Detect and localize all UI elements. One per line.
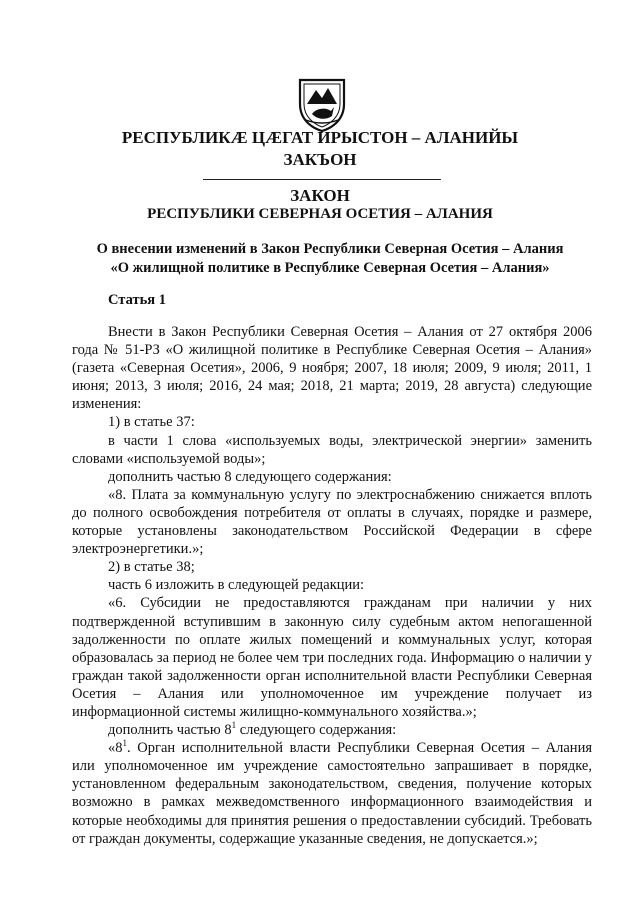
paragraph: дополнить частью 8 следующего содержания: (108, 468, 392, 485)
header-law-russian: ЗАКОН (290, 186, 350, 205)
coat-of-arms-icon (296, 74, 348, 132)
paragraph (72, 721, 592, 739)
paragraph: «8. Плата за коммунальную услугу по электроснабжению снижается вплоть до полного освобождения потребителя от оплаты в случаях, порядке и размере, которые установлены законодательством Российской Федерации в сфере электроэнергетики.»; (72, 486, 592, 558)
paragraph: в части 1 слова «используемых воды, электрической энергии» заменить словами «используемой воды»; (72, 432, 592, 467)
header-divider (203, 179, 441, 180)
article-title: Статья 1 (108, 292, 166, 308)
header-republic-ossetian: РЕСПУБЛИКÆ ЦÆГАТ ИРЫСТОН – АЛАНИЙЫ (121, 128, 519, 147)
article-body (72, 323, 592, 848)
paragraph: 2) в статье 38; (108, 559, 195, 576)
paragraph-text: «8 (108, 740, 123, 757)
law-subject-line: «О жилищной политике в Республике Северная Осетия – Алания» (110, 260, 550, 276)
paragraph (72, 739, 592, 848)
header-law-ossetian: ЗАКЪОН (283, 150, 357, 169)
paragraph: «6. Субсидии не предоставляются гражданам при наличии у них подтвержденной вступившим в законную силу судебным актом непогашенной задолженности по оплате жилых помещений и коммунальных услуг, которая образовалась за период не более чем три последних года. Информацию о наличии у граждан такой задолженности орган исполнительной власти Республики Северная Осетия – Алания или уполномоченное им учреждение получает из информационной системы жилищно-коммунального хозяйства.»; (72, 595, 592, 720)
superscript: 1 (122, 738, 127, 749)
paragraph-text: дополнить частью 8 (108, 722, 232, 739)
paragraph: 1) в статье 37: (108, 414, 195, 431)
paragraph-text: . Орган исполнительной власти Республики Северная Осетия – Алания или уполномоченное им учреждение самостоятельно запрашивает в порядке, установленном федеральным законодательством, сведения, получение которых возможно в рамках межведомственного информационного взаимодействия и которые необходимы для принятия решения о предоставлении субсидий. Требовать от граждан документы, содержащие указанные сведения, не допускается.»; (72, 740, 592, 847)
paragraph: часть 6 изложить в следующей редакции: (108, 577, 365, 594)
header-republic-russian: РЕСПУБЛИКИ СЕВЕРНАЯ ОСЕТИЯ – АЛАНИЯ (147, 206, 493, 222)
superscript: 1 (231, 720, 237, 731)
paragraph: Внести в Закон Республики Северная Осетия – Алания от 27 октября 2006 года № 51-РЗ «О жилищной политике в Республике Северная Осетия – Алания» (газета «Северная Осетия», 2006, 9 ноября; 2007, 18 июля; 2009, 9 июля; 2011, 1 июня; 2013, 3 июля; 2016, 24 мая; 2018, 21 марта; 2019, 28 августа) следующие изменения: (72, 324, 592, 413)
law-subject (70, 240, 590, 278)
law-subject-line: О внесении изменений в Закон Республики Северная Осетия – Алания (96, 241, 564, 257)
paragraph-text: следующего содержания: (236, 722, 397, 739)
